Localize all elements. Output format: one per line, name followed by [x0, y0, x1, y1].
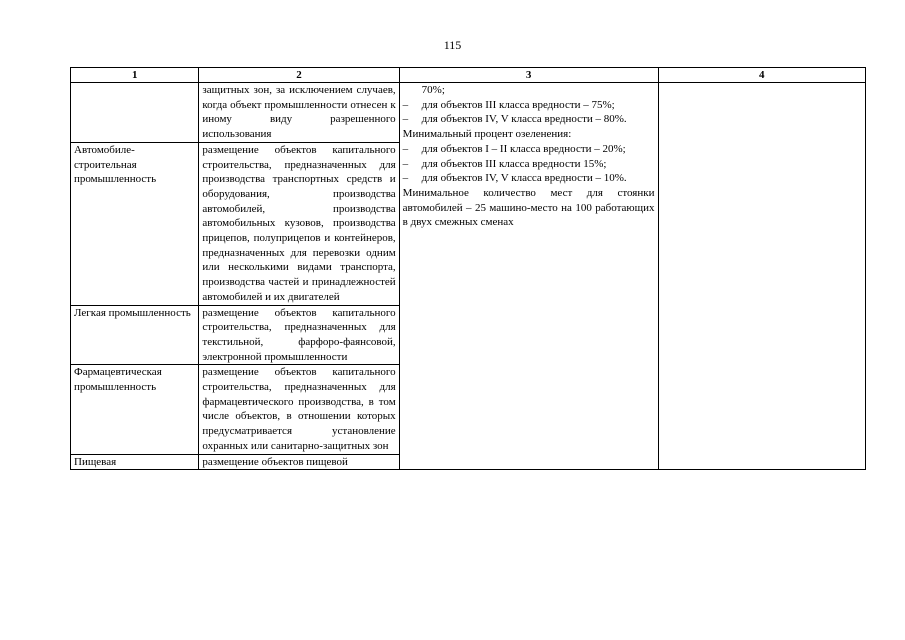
row-description-cell: размещение объектов капитального строительства, предназначенных для текстильной, фарфоро-фаянсовой, электронной промышленности — [199, 305, 399, 365]
column-header-4: 4 — [658, 68, 866, 83]
column-header-3: 3 — [399, 68, 658, 83]
row-description-cell: размещение объектов пищевой — [199, 454, 399, 470]
parameter-line: Минимальный процент озеленения: — [402, 128, 572, 141]
table-header-row — [71, 68, 866, 83]
column-header-2: 2 — [199, 68, 399, 83]
row-name-cell: Фармацевтическая промышленность — [71, 365, 199, 454]
parameter-line: – для объектов IV, V класса вредности – 80%. — [402, 113, 627, 126]
page-number: 115 — [443, 38, 462, 52]
parameter-line: Минимальное количество мест для стоянки автомобилей – 25 машино-место на 100 работающих в двух смежных сменах — [402, 186, 655, 229]
dash-bullet: – — [402, 142, 409, 155]
dash-bullet: – — [402, 157, 409, 170]
parameter-line: – для объектов I – II класса вредности – 20%; — [402, 142, 626, 155]
table-row-continuation — [71, 83, 866, 143]
row-name-cell: Автомобиле-строительная промышленность — [71, 142, 199, 305]
regulations-table — [70, 67, 866, 470]
row-description-cell: защитных зон, за исключением случаев, когда объект промышленности отнесен к иному виду разрешенного использования — [199, 83, 399, 143]
notes-cell — [658, 83, 866, 470]
row-name-cell — [71, 83, 199, 143]
dash-bullet: – — [402, 113, 409, 126]
parameter-line: – для объектов IV, V класса вредности – 10%. — [402, 172, 627, 185]
dash-bullet: – — [402, 172, 409, 185]
parameter-line: – для объектов III класса вредности – 75%; — [402, 98, 615, 111]
row-description-cell: размещение объектов капитального строительства, предназначенных для производства транспортных средств и оборудования, производства автомобилей, производства автомобильных кузовов, производства прицепов, полуприцепов и контейнеров, предназначенных для перевозки одним или несколькими видами транспорта, производства частей и принадлежностей автомобилей и их двигателей — [199, 142, 399, 305]
row-description-cell: размещение объектов капитального строительства, предназначенных для фармацевтического производства, в том числе объектов, в отношении которых предусматривается установление охранных или санитарно-защитных зон — [199, 365, 399, 454]
row-name-cell: Легкая промышленность — [71, 305, 199, 365]
parameters-cell — [399, 83, 658, 470]
row-name-cell: Пищевая — [71, 454, 199, 470]
parameter-line: 70%; — [421, 84, 445, 96]
column-header-1: 1 — [71, 68, 199, 83]
parameter-line: – для объектов III класса вредности 15%; — [402, 157, 607, 170]
dash-bullet: – — [402, 98, 409, 111]
